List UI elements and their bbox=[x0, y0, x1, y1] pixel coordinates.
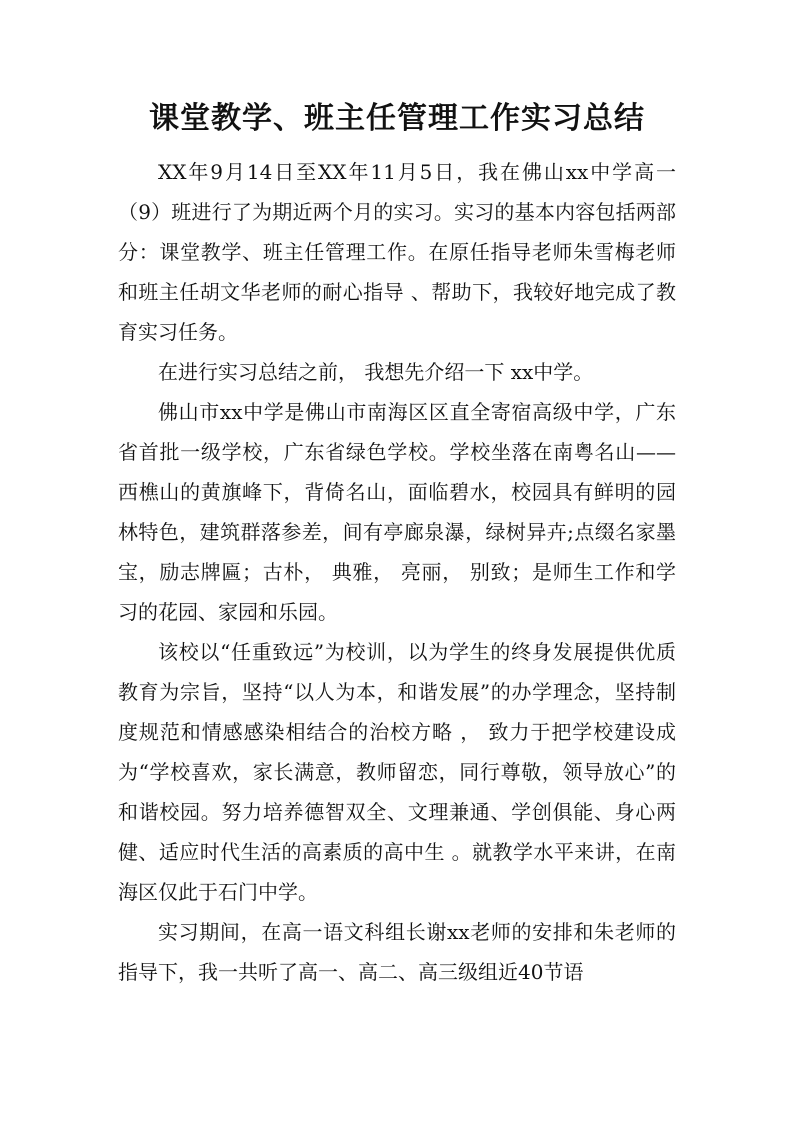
paragraph-internship-period: 实习期间，在高一语文科组长谢xx老师的安排和朱老师的指导下，我一共听了高一、高二、高三级组近40节语 bbox=[118, 920, 676, 984]
paragraph-school-description: 佛山市xx中学是佛山市南海区区直全寄宿高级中学，广东省首批一级学校，广东省绿色学校。学校坐落在南粤名山——西樵山的黄旗峰下，背倚名山，面临碧水，校园具有鲜明的园林特色，建筑群落参差，间有亭廊泉瀑，绿树异卉;点缀名家墨宝，励志牌匾；古朴， 典雅， 亮丽， 别致；是师生工作和学习的花园、家园和乐园。 bbox=[118, 400, 676, 624]
paragraph-internship-overview: XX年9月14日至XX年11月5日，我在佛山xx中学高一（9）班进行了为期近两个月的实习。实习的基本内容包括两部分：课堂教学、班主任管理工作。在原任指导老师朱雪梅老师和班主任胡文华老师的耐心指导 、帮助下，我较好地完成了教育实习任务。 bbox=[118, 160, 676, 344]
paragraph-school-intro-lead: 在进行实习总结之前， 我想先介绍一下 xx中学。 bbox=[158, 360, 594, 384]
document-body bbox=[118, 152, 676, 992]
document-title: 课堂教学、班主任管理工作实习总结 bbox=[149, 101, 645, 136]
paragraph-school-motto: 该校以“任重致远”为校训，以为学生的终身发展提供优质教育为宗旨，坚持“以人为本，和谐发展”的办学理念，坚持制度规范和情感感染相结合的治校方略 ， 致力于把学校建设成为“学校喜欢，家长满意，教师留恋，同行尊敬，领导放心”的和谐校园。努力培养德智双全、文理兼通、学创俱能、身心两健、适应时代生活的高素质的高中生 。就教学水平来讲，在南海区仅此于石门中学。 bbox=[118, 640, 676, 904]
